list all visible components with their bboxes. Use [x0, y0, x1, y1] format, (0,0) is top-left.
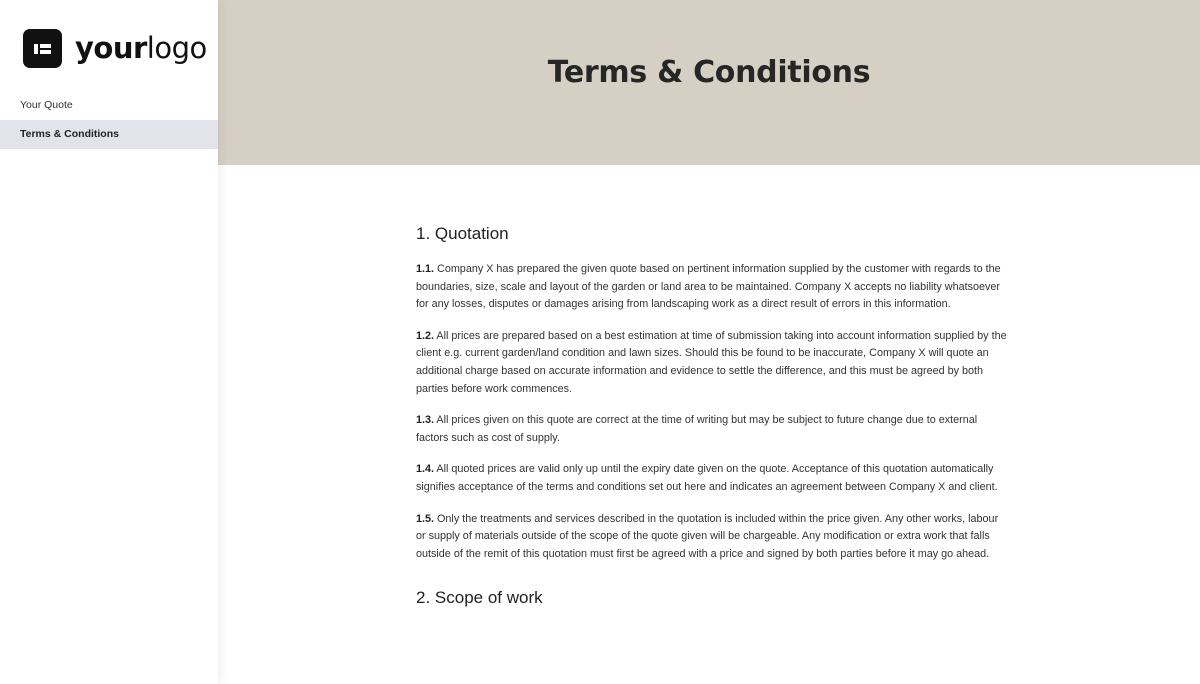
- page-header-banner: [218, 0, 1200, 165]
- sidebar-nav: [0, 91, 218, 149]
- clause-number: 1.1.: [416, 263, 435, 275]
- clause-number: 1.2.: [416, 329, 435, 342]
- main-content: [218, 0, 1200, 684]
- clause-number: 1.3.: [416, 414, 435, 427]
- logo-mark-icon: [23, 29, 62, 68]
- clause-text: All prices given on this quote are correct at the time of writing but may be subject to future change due to external factors such as cost of supply.: [416, 414, 978, 444]
- clause-1-1: [416, 261, 1008, 314]
- logo-text-light: logo: [146, 30, 207, 65]
- sidebar-item-your-quote[interactable]: Your Quote: [20, 99, 73, 111]
- logo-text: [75, 30, 207, 65]
- clause-text: All quoted prices are valid only up until the expiry date given on the quote. Acceptance of this quotation automatically signifies acceptance of the terms and conditions set out here and indicates an agreement between Company X and client.: [416, 463, 998, 493]
- clause-1-5: [416, 511, 1008, 564]
- clause-text: Company X has prepared the given quote based on pertinent information supplied by the customer with regards to the boundaries, size, scale and layout of the garden or land area to be maintained. Company X accepts no liability whatsoever for any losses, disputes or damages arising from landscaping work as a direct result of errors in this information.: [416, 263, 1001, 311]
- clause-text: All prices are prepared based on a best estimation at time of submission taking into account information supplied by the client e.g. current garden/land condition and lawn sizes. Should this be found to be inaccurate, Company X will quote an additional charge based on accurate information and evidence to settle the difference, and this must be agreed by both parties before work commences.: [416, 329, 1007, 395]
- sidebar: [0, 0, 218, 684]
- logo-text-bold: your: [75, 30, 147, 65]
- logo[interactable]: [23, 28, 207, 68]
- page-title: Terms & Conditions: [547, 55, 871, 90]
- section-title-scope-of-work: 2. Scope of work: [416, 588, 543, 608]
- sidebar-item-terms-conditions[interactable]: Terms & Conditions: [0, 120, 218, 149]
- clause-number: 1.4.: [416, 463, 435, 476]
- clause-1-3: [416, 412, 1008, 447]
- section-title-quotation: 1. Quotation: [416, 224, 509, 243]
- clause-1-4: [416, 461, 1008, 496]
- clause-1-2: [416, 328, 1008, 398]
- document-body: [416, 222, 1008, 625]
- clause-text: Only the treatments and services described in the quotation is included within the price given. Any other works, labour or supply of materials outside of the scope of the quote given will be chargeable. Any modification or extra work that falls outside of the remit of this quotation must first be agreed with a price and signed by both parties before it may go ahead.: [416, 512, 999, 560]
- clause-number: 1.5.: [416, 512, 435, 525]
